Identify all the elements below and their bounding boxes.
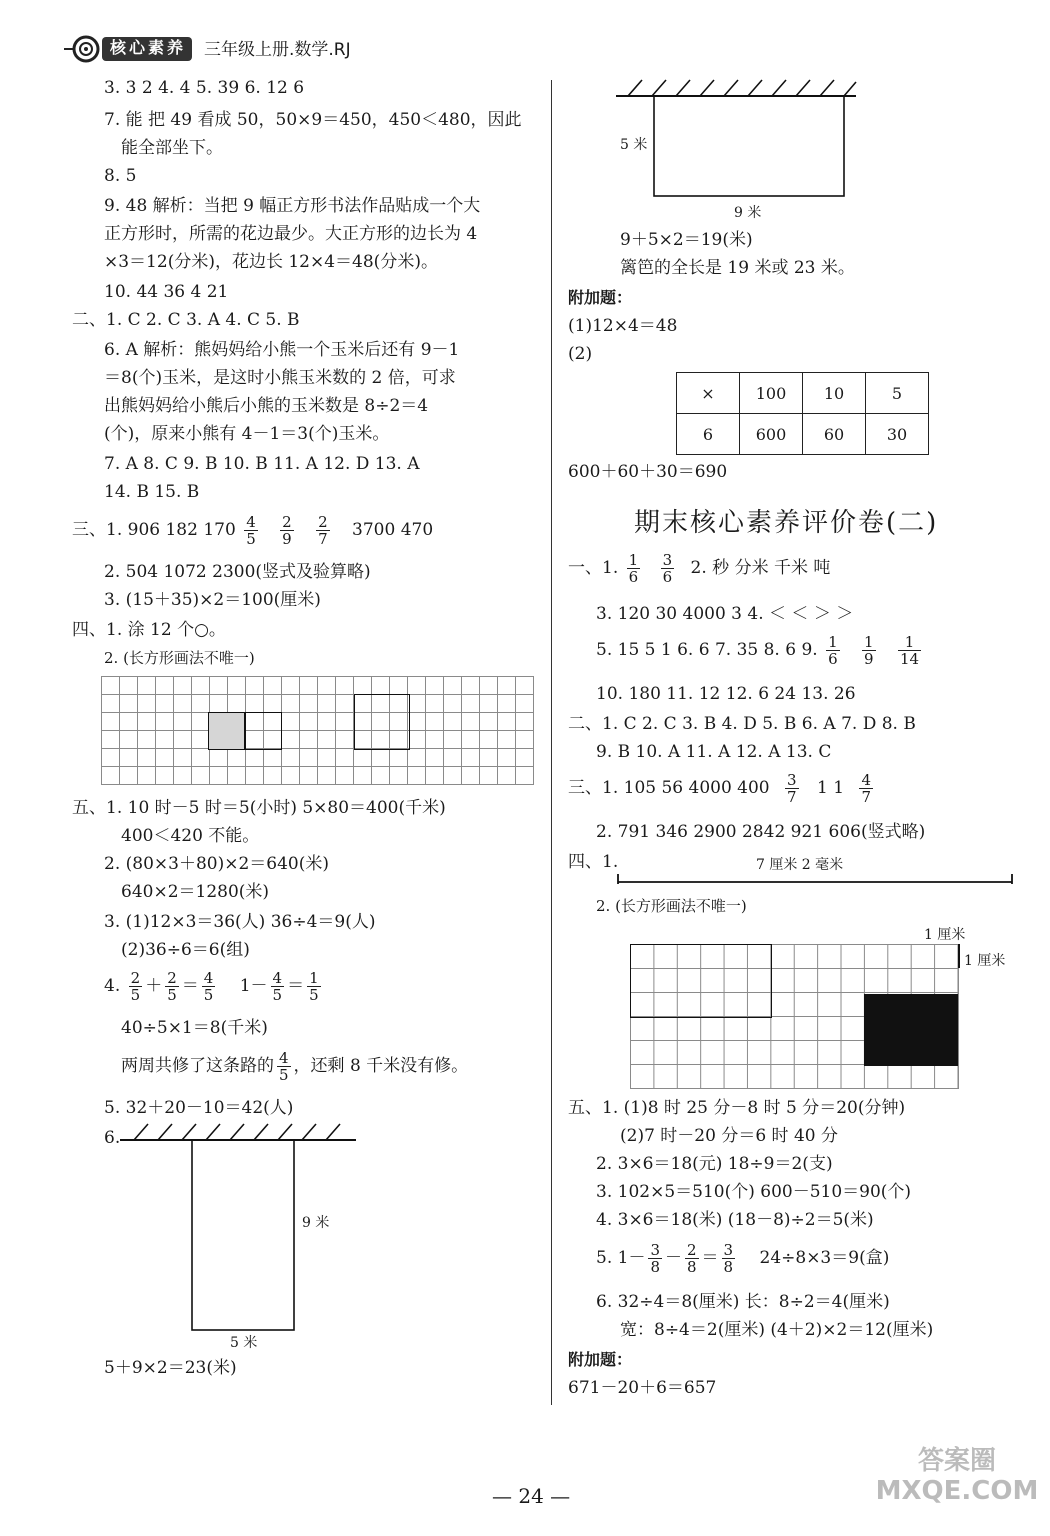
rectangle-drawing xyxy=(630,944,772,1018)
answer-line-fractions: 一、1. $\frac{1}{6}$ $\frac{3}{6}$ 2. 秒 分米 千米 吨 xyxy=(568,551,831,586)
answer-line: 二、1. C 2. C 3. A 4. C 5. B xyxy=(72,310,300,330)
answer-line: 3. 102×5＝510(个) 600－510＝90(个) xyxy=(596,1182,912,1202)
answer-line: (个)，原来小熊有 4－1＝3(个)玉米。 xyxy=(104,424,390,444)
fraction-equation: 5. 1－ $\frac{3}{8}$ － $\frac{2}{8}$ ＝ $\frac{3}{8}$ 24÷8×3＝9(盒) xyxy=(596,1241,890,1276)
dimension-label: 1 厘米 xyxy=(924,927,966,943)
answer-line: 40÷5×1＝8(千米) xyxy=(121,1018,268,1038)
answer-line: 2. 3×6＝18(元) 18÷9＝2(支) xyxy=(596,1154,833,1174)
dimension-label: 5 米 xyxy=(230,1335,258,1351)
table-cell: 60 xyxy=(803,414,866,455)
answer-line: 篱笆的全长是 19 米或 23 米。 xyxy=(620,258,855,278)
section-title: 期末核心素养评价卷(二) xyxy=(634,508,939,538)
answer-line: 2. 791 346 2900 2842 921 606(竖式略) xyxy=(596,822,926,842)
bonus-heading: 附加题： xyxy=(568,288,633,307)
table-cell: 100 xyxy=(740,373,803,414)
answer-line: 3. (1)12×3＝36(人) 36÷4＝9(人) xyxy=(104,912,376,932)
multiplication-table xyxy=(676,372,929,455)
header-subtitle: 三年级上册.数学.RJ xyxy=(204,40,351,60)
answer-line: ＝8(个)玉米，是这时小熊玉米数的 2 倍，可求 xyxy=(104,368,456,388)
fraction: $\frac{2}{7}$ xyxy=(318,513,328,548)
dimension-label: 1 厘米 xyxy=(964,953,1006,969)
answer-line: 14. B 15. B xyxy=(104,482,200,502)
answer-line: 10. 44 36 4 21 xyxy=(104,282,229,302)
answer-line: 正方形时，所需的花边最少。大正方形的边长为 4 xyxy=(104,224,478,244)
answer-line: 600＋60＋30＝690 xyxy=(568,462,728,482)
answer-line: 3. 120 30 4000 3 4. ＜ ＜ ＞ ＞ xyxy=(596,604,854,624)
answer-line: 8. 5 xyxy=(104,166,137,186)
answer-line-fractions: 三、1. 105 56 4000 400 $\frac{3}{7}$ 1 1 $\frac{4}{7}$ xyxy=(568,771,871,806)
column-divider xyxy=(551,80,552,1405)
dimension-label: 9 米 xyxy=(734,205,762,221)
table-cell: 30 xyxy=(866,414,929,455)
answer-line: (2)36÷6＝6(组) xyxy=(121,940,250,960)
table-cell: 10 xyxy=(803,373,866,414)
table-cell: × xyxy=(677,373,740,414)
answer-line: (2) xyxy=(568,344,593,364)
answer-line: ×3＝12(分米)，花边长 12×4＝48(分米)。 xyxy=(104,252,438,272)
answer-line-fraction: 两周共修了这条路的 $\frac{4}{5}$ ，还剩 8 千米没有修。 xyxy=(121,1049,469,1084)
answer-line: (1)12×4＝48 xyxy=(568,316,678,336)
answer-line: 5＋9×2＝23(米) xyxy=(104,1358,237,1378)
table-cell: 6 xyxy=(677,414,740,455)
segment-label: 7 厘米 2 毫米 xyxy=(756,857,844,873)
answer-line: 4. 3×6＝18(米) (18－8)÷2＝5(米) xyxy=(596,1210,874,1230)
answer-line: 9. B 10. A 11. A 12. A 13. C xyxy=(596,742,832,762)
answer-line: 7. A 8. C 9. B 10. B 11. A 12. D 13. A xyxy=(104,454,420,474)
answer-line: 6. A 解析：熊妈妈给小熊一个玉米后还有 9－1 xyxy=(104,340,460,360)
answer-line: 2. (长方形画法不唯一) xyxy=(104,649,255,667)
bonus-heading: 附加题： xyxy=(568,1350,633,1369)
fraction: $\frac{4}{5}$ xyxy=(246,513,256,548)
answer-line: 2. 504 1072 2300(竖式及验算略) xyxy=(104,562,371,582)
answer-line: 能全部坐下。 xyxy=(121,138,223,158)
answer-line: 5. 32＋20－10＝42(人) xyxy=(104,1098,294,1118)
answer-line: 四、1. 涂 12 个○。 xyxy=(72,620,226,640)
answer-label: 6. xyxy=(104,1128,121,1148)
watermark: 答案圈 MXQE.COM xyxy=(875,1446,1039,1506)
answer-line: 7. 能 把 49 看成 50，50×9＝450，450＜480，因此 xyxy=(104,110,522,130)
answer-line: 671－20＋6＝657 xyxy=(568,1378,717,1398)
answer-line: 2. (80×3＋80)×2＝640(米) xyxy=(104,854,329,874)
segment-line xyxy=(616,872,1016,888)
table-row xyxy=(677,414,929,455)
page-number: — 24 — xyxy=(492,1484,571,1508)
answer-line-fractions: 5. 15 5 1 6. 6 7. 35 8. 6 9. $\frac{1}{6}$ $\frac{1}{9}$ $\frac{1}{14}$ xyxy=(596,633,920,668)
fence-diagram xyxy=(120,1120,370,1360)
answer-line: 10. 180 11. 12 12. 6 24 13. 26 xyxy=(596,684,856,704)
answer-line: 出熊妈妈给小熊后小熊的玉米数是 8÷2＝4 xyxy=(104,396,429,416)
answer-line: 400＜420 不能。 xyxy=(121,826,260,846)
answer-line: 五、1. (1)8 时 25 分－8 时 5 分＝20(分钟) xyxy=(568,1098,906,1118)
logo-text: 核心素养 xyxy=(110,38,187,57)
answer-line: 6. 32÷4＝8(厘米) 长：8÷2＝4(厘米) xyxy=(596,1292,890,1312)
table-row xyxy=(677,373,929,414)
answer-line: 2. (长方形画法不唯一) xyxy=(596,897,747,915)
answer-line: 640×2＝1280(米) xyxy=(121,882,270,902)
table-cell: 600 xyxy=(740,414,803,455)
dimension-label: 5 米 xyxy=(620,137,648,153)
answer-line: 五、1. 10 时－5 时＝5(小时) 5×80＝400(千米) xyxy=(72,798,446,818)
shaded-rectangle xyxy=(864,994,958,1066)
answer-line: 宽：8÷4＝2(厘米) (4＋2)×2＝12(厘米) xyxy=(620,1320,934,1340)
square-drawing xyxy=(354,694,410,750)
fraction: $\frac{2}{9}$ xyxy=(282,513,292,548)
table-cell: 5 xyxy=(866,373,929,414)
rectangle-grid xyxy=(101,676,534,785)
answer-line: 9. 48 解析：当把 9 幅正方形书法作品贴成一个大 xyxy=(104,196,481,216)
answer-line: 9＋5×2＝19(米) xyxy=(620,230,753,250)
answer-line: 3. 3 2 4. 4 5. 39 6. 12 6 xyxy=(104,78,305,98)
fence-diagram xyxy=(612,74,862,204)
dimension-label: 9 米 xyxy=(302,1215,330,1231)
answer-line: 四、1. xyxy=(568,852,619,872)
fraction-equation: 4. $\frac{2}{5}$ ＋ $\frac{2}{5}$ ＝ $\frac{4}{5}$ 1－ $\frac{4}{5}$ ＝ $\frac{1}{5}$ xyxy=(104,969,319,1004)
answer-line: (2)7 时－20 分＝6 时 40 分 xyxy=(620,1126,838,1146)
answer-line: 3. (15＋35)×2＝100(厘米) xyxy=(104,590,321,610)
answer-line: 二、1. C 2. C 3. B 4. D 5. B 6. A 7. D 8. B xyxy=(568,714,916,734)
answer-line-fractions: 三、1. 906 182 170 $\frac{4}{5}$ $\frac{2}{9}$ $\frac{2}{7}$ 3700 470 xyxy=(72,513,434,548)
